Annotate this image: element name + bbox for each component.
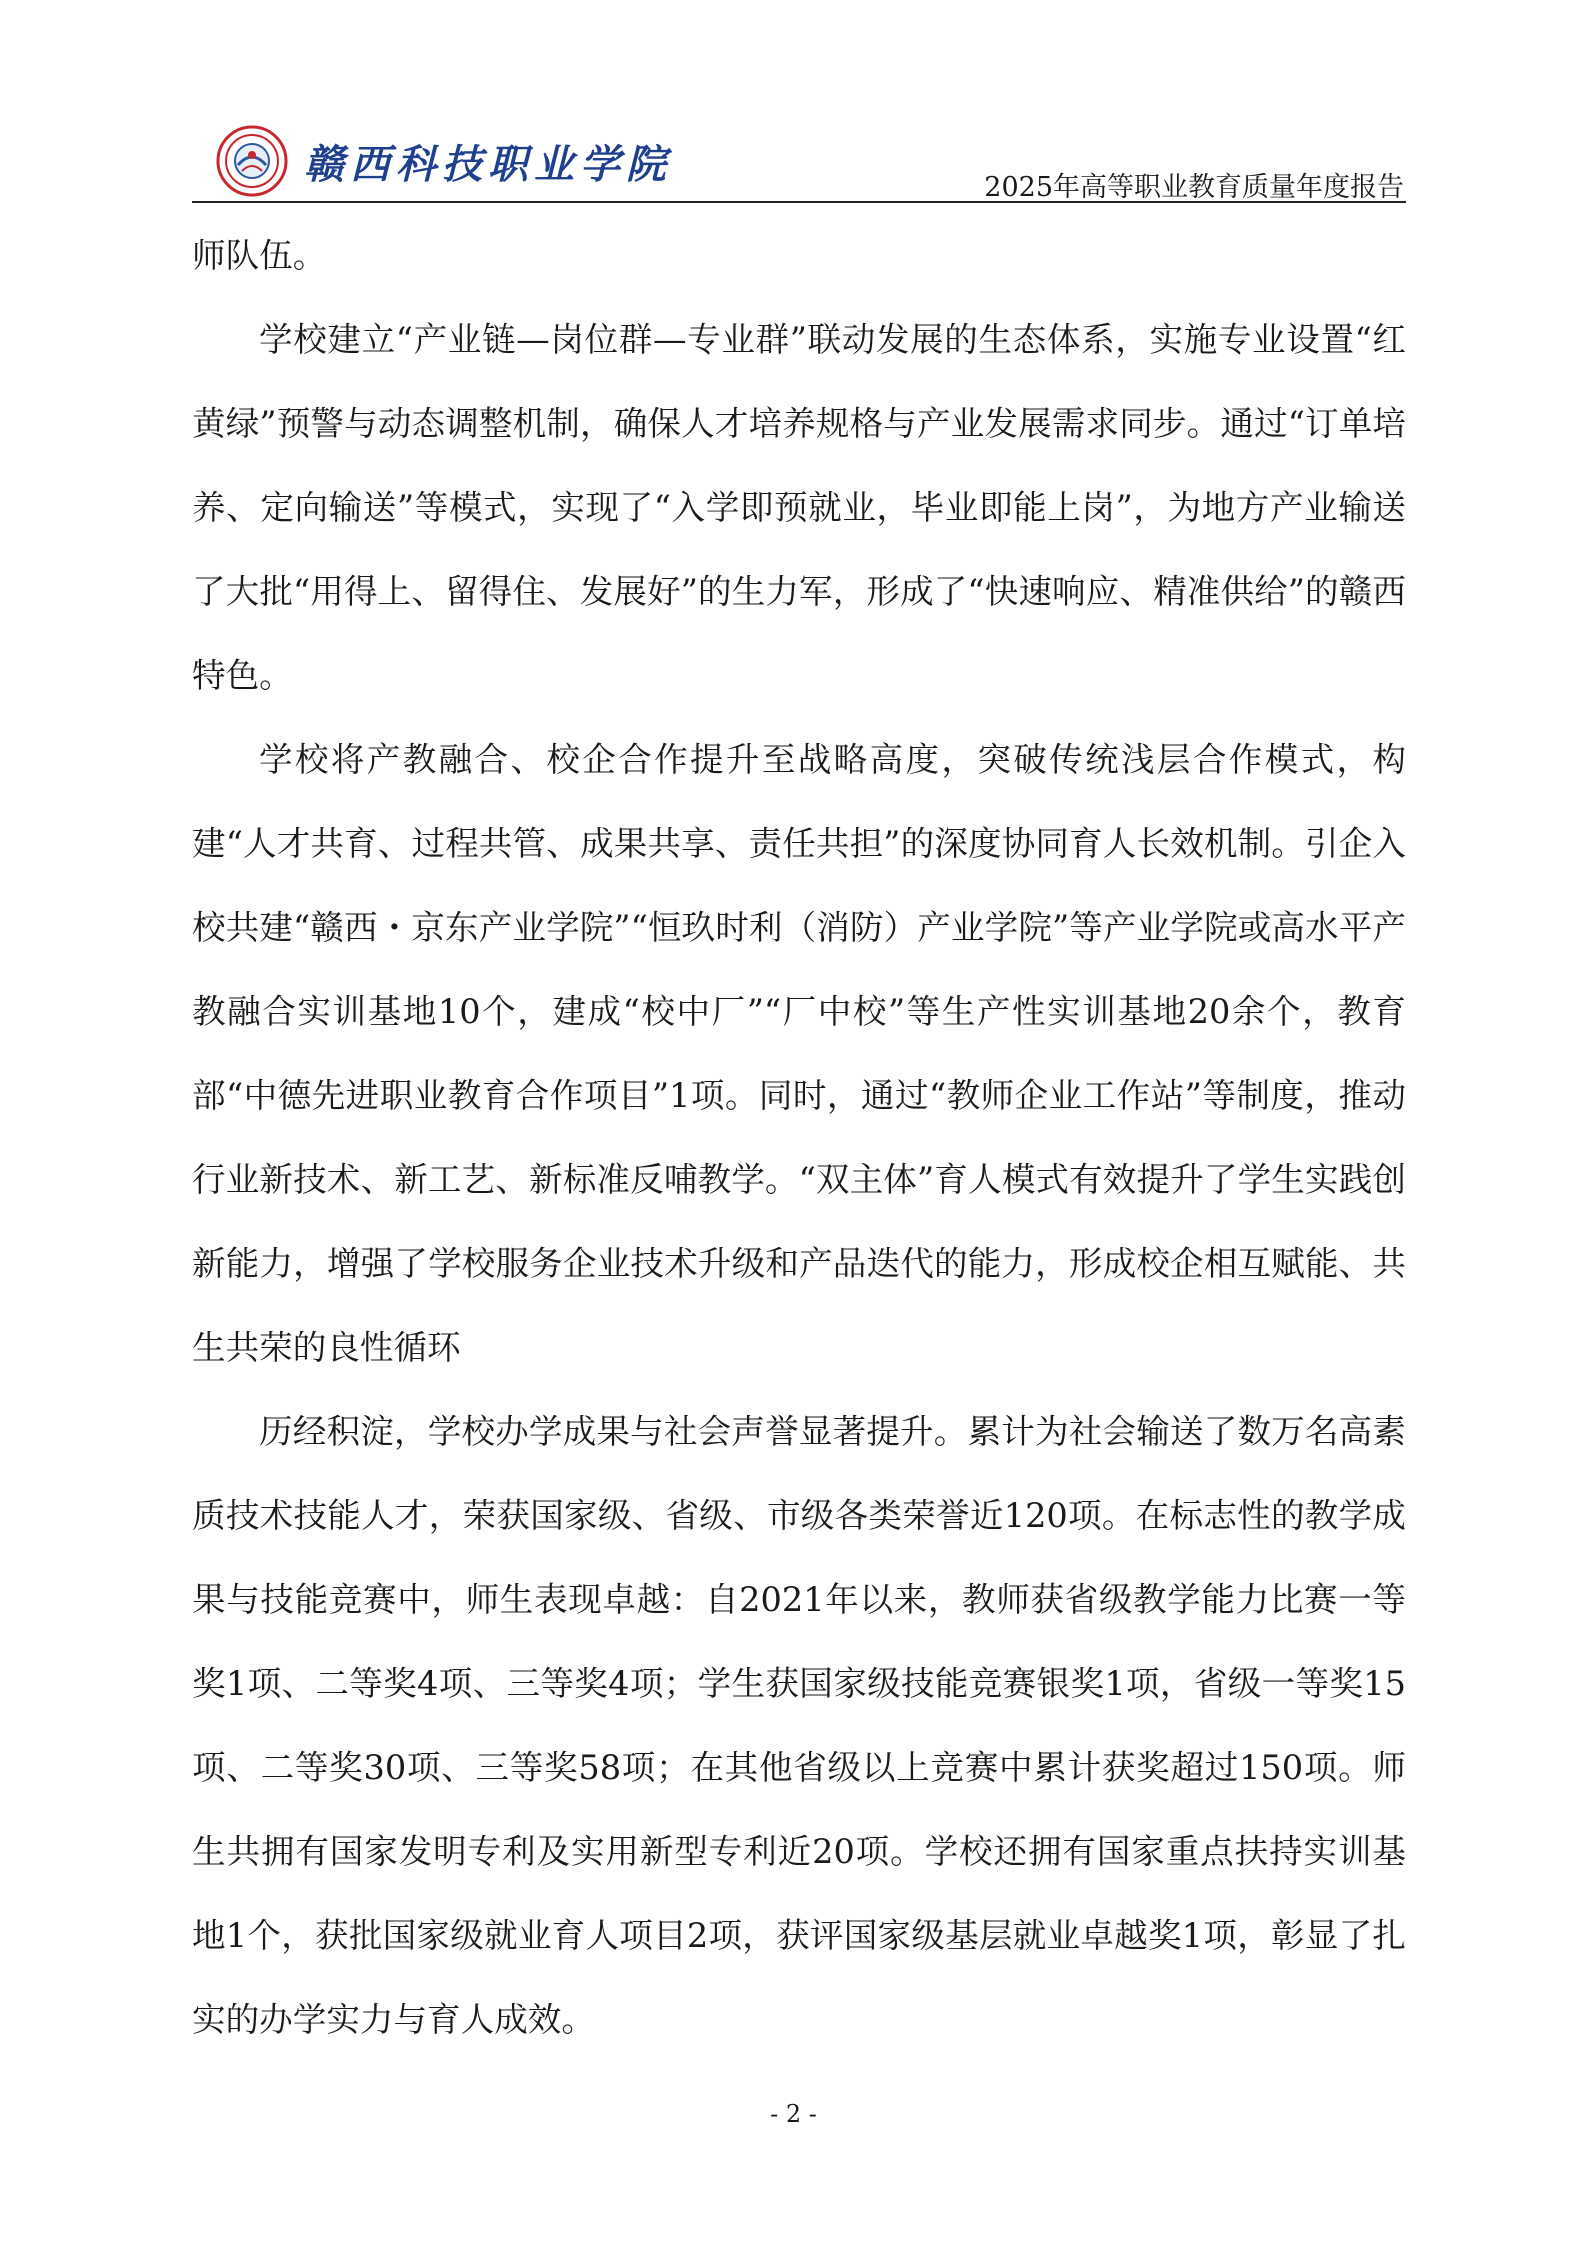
page-header [192,115,1406,203]
paragraph-continuation: 师队伍。 [192,236,327,275]
paragraph-achievements: 历经积淀，学校办学成果与社会声誉显著提升。累计为社会输送了数万名高素质技术技能人才，荣获国家级、省级、市级各类荣誉近120项。在标志性的教学成果与技能竞赛中，师生表现卓越：自2021年以来，教师获省级教学能力比赛一等奖1项、二等奖4项、三等奖4项；学生获国家级技能竞赛银奖1项，省级一等奖15项、二等奖30项、三等奖58项；在其他省级以上竞赛中累计获奖超过150项。师生共拥有国家发明专利及实用新型专利近20项。学校还拥有国家重点扶持实训基地1个，获批国家级就业育人项目2项，获评国家级基层就业卓越奖1项，彰显了扎实的办学实力与育人成效。 [192,1412,1406,2039]
paragraph-industry-integration: 学校将产教融合、校企合作提升至战略高度，突破传统浅层合作模式，构建“人才共育、过程共管、成果共享、责任共担”的深度协同育人长效机制。引企入校共建“赣西・京东产业学院”“恒玖时利（消防）产业学院”等产业学院或高水平产教融合实训基地10个，建成“校中厂”“厂中校”等生产性实训基地20余个，教育部“中德先进职业教育合作项目”1项。同时，通过“教师企业工作站”等制度，推动行业新技术、新工艺、新标准反哺教学。“双主体”育人模式有效提升了学生实践创新能力，增强了学校服务企业技术升级和产品迭代的能力，形成校企相互赋能、共生共荣的良性循环 [192,740,1406,1367]
report-title: 2025年高等职业教育质量年度报告 [984,172,1404,203]
school-seal-icon [216,125,288,197]
header-divider [192,201,1406,203]
paragraph-program-system: 学校建立“产业链—岗位群—专业群”联动发展的生态体系，实施专业设置“红黄绿”预警与动态调整机制，确保人才培养规格与产业发展需求同步。通过“订单培养、定向输送”等模式，实现了“入学即预就业，毕业即能上岗”，为地方产业输送了大批“用得上、留得住、发展好”的生力军，形成了“快速响应、精准供给”的赣西特色。 [192,320,1406,695]
document-body [192,214,1406,2062]
page-number: - 2 - [770,2100,817,2128]
school-name: 赣西科技职业学院 [304,141,672,188]
